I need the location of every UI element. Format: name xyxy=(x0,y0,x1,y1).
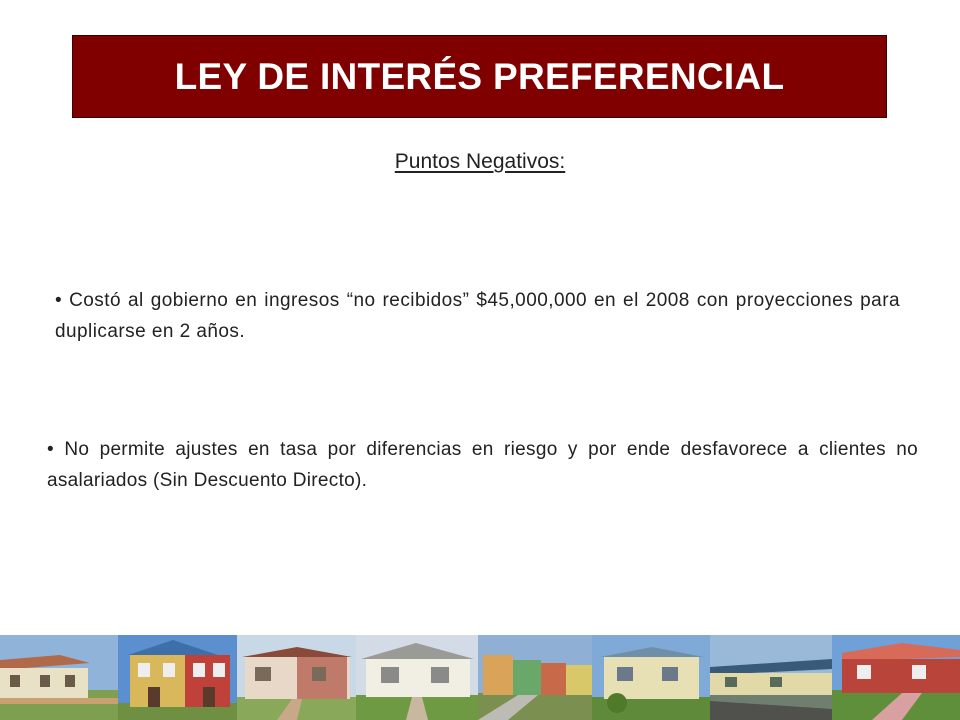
house-photo-6 xyxy=(592,635,710,720)
house-photo-3 xyxy=(237,635,356,720)
title-banner xyxy=(72,35,887,118)
house-photo-4 xyxy=(356,635,478,720)
bullet-point-2: • No permite ajustes en tasa por diferencias en riesgo y por ende desfavorece a clientes no asalariados (Sin Descuento Directo). xyxy=(47,439,918,491)
house-photo-7 xyxy=(710,635,832,720)
house-photo-8 xyxy=(832,635,960,720)
house-photo-5 xyxy=(478,635,592,720)
house-photo-1 xyxy=(0,635,118,720)
house-photo-strip xyxy=(0,635,960,720)
slide-subtitle xyxy=(0,150,960,174)
subtitle-text: Puntos Negativos: xyxy=(394,150,566,173)
bullet-point-1: • Costó al gobierno en ingresos “no recibidos” $45,000,000 en el 2008 con proyecciones para duplicarse en 2 años. xyxy=(55,290,900,342)
slide-title: LEY DE INTERÉS PREFERENCIAL xyxy=(174,55,785,97)
house-photo-2 xyxy=(118,635,237,720)
